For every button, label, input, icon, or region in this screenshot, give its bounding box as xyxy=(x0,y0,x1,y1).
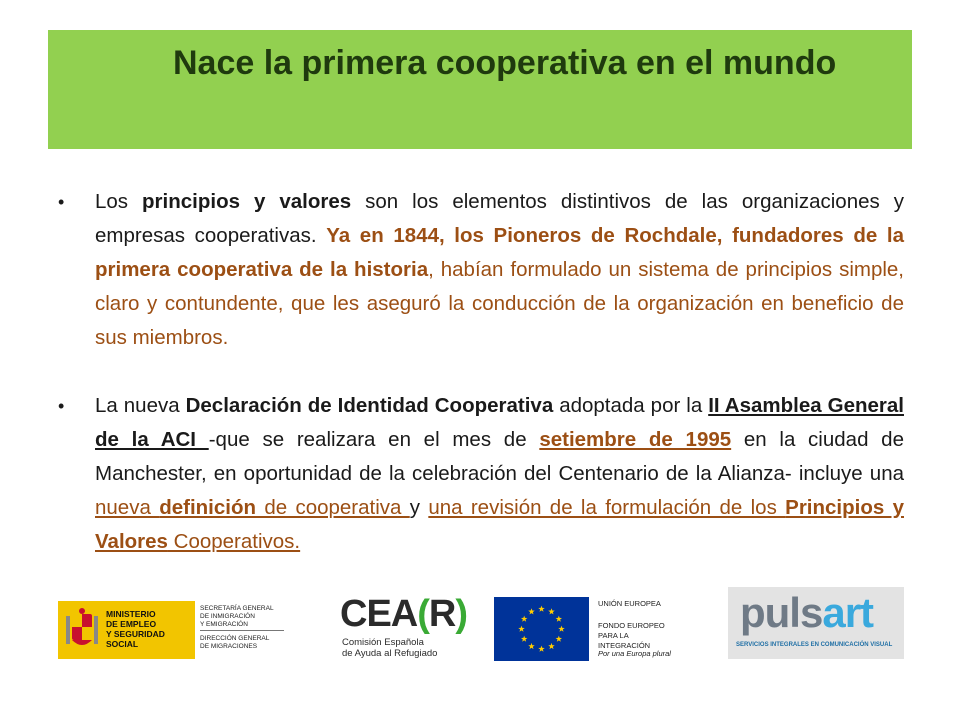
bullet-principios xyxy=(58,185,904,355)
bullet-dot-icon: • xyxy=(58,192,65,212)
text-run: en la ciudad de Manchester, en oportunidad de la celebración del Centenario de la Alianza- incluye una xyxy=(95,428,904,485)
text-run: nueva xyxy=(95,496,160,519)
pulsart-tagline: SERVICIOS INTEGRALES EN COMUNICACIÓN VISUAL xyxy=(736,642,893,648)
text-run: II Asamblea General de la ACI xyxy=(95,394,904,451)
text-run: son los elementos distintivos de las organizaciones y empresas cooperativas. xyxy=(95,190,904,247)
cear-subtitle: Comisión Española de Ayuda al Refugiado xyxy=(342,637,438,659)
text-run: Los xyxy=(95,190,143,213)
text-run: de cooperativa xyxy=(256,496,410,519)
bullet-text xyxy=(95,190,904,349)
cear-logo xyxy=(340,593,467,663)
pulsart-wordmark: pulsart xyxy=(740,589,874,636)
eu-motto: Por una Europa plural xyxy=(598,649,671,658)
bullet-dot-icon: • xyxy=(58,396,65,416)
eu-flag-icon xyxy=(494,597,589,661)
eu-logo xyxy=(494,597,704,661)
ministerio-logo xyxy=(58,601,286,659)
text-run: principios y valores xyxy=(142,190,352,213)
text-run: La nueva xyxy=(95,394,186,417)
text-run: -que se realizara en el mes de xyxy=(208,428,540,451)
text-run: , habían formulado un sistema de principios simple, claro y contundente, que les aseguró la conducción de la organización en beneficio de sus miembros. xyxy=(95,258,905,349)
bullet-text xyxy=(95,394,904,553)
text-run: Principios y Valores xyxy=(95,496,904,553)
ministerio-divider xyxy=(200,630,284,631)
cear-wordmark: CEA(R) xyxy=(340,593,467,635)
text-run: definición xyxy=(159,496,256,519)
secretaria-text: SECRETARÍA GENERAL DE INMIGRACIÓN Y EMIGRACIÓN xyxy=(200,605,274,628)
slide-title: Nace la primera cooperativa en el mundo xyxy=(173,44,837,82)
spain-coat-of-arms-icon xyxy=(64,608,100,652)
ministerio-name: MINISTERIO DE EMPLEO Y SEGURIDAD SOCIAL xyxy=(106,609,165,649)
logo-strip xyxy=(0,585,960,665)
pulsart-logo xyxy=(728,587,904,659)
direccion-text: DIRECCIÓN GENERAL DE MIGRACIONES xyxy=(200,635,270,650)
eu-union-text: UNIÓN EUROPEA xyxy=(598,599,661,608)
text-run: una revisión de la formulación de los xyxy=(428,496,786,519)
text-run: adoptada por la xyxy=(553,394,709,417)
title-bar xyxy=(48,30,912,149)
text-run: setiembre de 1995 xyxy=(539,428,732,451)
eu-fondo-text: FONDO EUROPEO PARA LA INTEGRACIÓN xyxy=(598,621,665,650)
bullet-declaracion xyxy=(58,389,904,559)
text-run: Ya en 1844, los Pioneros de Rochdale, fundadores de la primera cooperativa de la historia xyxy=(95,224,904,281)
text-run: Declaración de Identidad Cooperativa xyxy=(185,394,554,417)
text-run: Cooperativos. xyxy=(167,530,301,553)
text-run: y xyxy=(409,496,429,519)
slide-body xyxy=(58,185,904,559)
